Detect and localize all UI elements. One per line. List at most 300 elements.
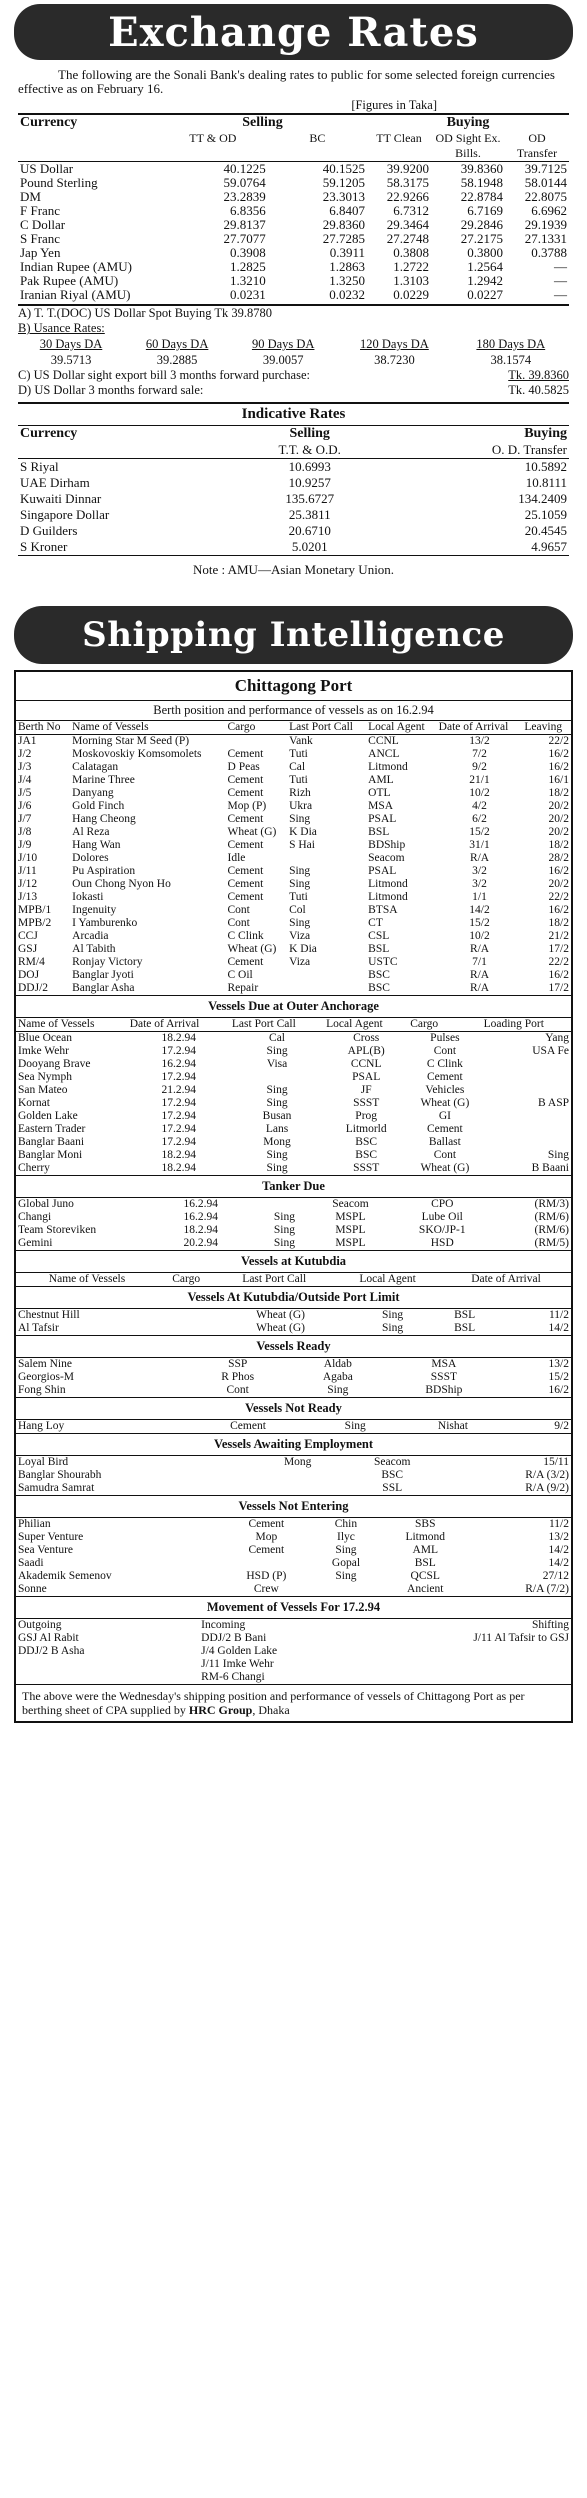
- not-entering-row: [16, 1583, 571, 1596]
- berth-row-cell: J/9: [18, 839, 32, 851]
- berth-row-cell: Viza: [289, 930, 311, 942]
- currency-row-cell: 29.8360: [322, 217, 365, 232]
- berth-row-cell: BDShip: [368, 839, 406, 851]
- berth-header: Cargo: [227, 721, 256, 733]
- awaiting-row-cell: R/A (9/2): [525, 1482, 569, 1494]
- currency-row-cell: 27.7285: [322, 231, 365, 246]
- usance-block: [18, 304, 569, 398]
- sub-bc: BC: [309, 131, 326, 145]
- not-entering-row: [16, 1544, 571, 1557]
- outer-row-cell: Banglar Moni: [18, 1149, 83, 1161]
- outer-row-cell: Imke Wehr: [18, 1045, 69, 1057]
- berth-row-cell: 28/2: [548, 852, 569, 864]
- not-ready-title: Vessels Not Ready: [16, 1397, 571, 1420]
- tanker-row-cell: (RM/6): [534, 1211, 569, 1223]
- berth-row-cell: J/12: [18, 878, 38, 890]
- berth-row: [16, 735, 571, 749]
- berth-row-cell: J/6: [18, 800, 32, 812]
- footer-text: The above were the Wednesday's shipping position and performance of vessels of Chittagong Port as per berthing sheet of CPA supplied by: [22, 1689, 525, 1717]
- currency-row-cell: 23.3013: [322, 189, 365, 204]
- tanker-title: Tanker Due: [16, 1175, 571, 1198]
- berth-row-cell: CSL: [368, 930, 390, 942]
- berth-row: [16, 813, 571, 826]
- currency-row-cell: 59.1205: [322, 175, 365, 190]
- ready-row: [16, 1371, 571, 1384]
- outer-row: [16, 1097, 571, 1110]
- berth-row-cell: Cement: [227, 878, 264, 890]
- indicative-row-cell: S Kroner: [20, 539, 68, 554]
- berth-row-cell: 3/2: [472, 865, 487, 877]
- exchange-rates-title: Exchange Rates: [108, 8, 479, 56]
- berth-row-cell: 22/2: [548, 735, 569, 747]
- berth-row-cell: Ronjay Victory: [72, 956, 143, 968]
- berth-row-cell: Marine Three: [72, 774, 135, 786]
- currency-row-cell: 0.0227: [467, 287, 503, 302]
- outer-row-cell: Golden Lake: [18, 1110, 78, 1122]
- kutubdia-outside-row-cell: BSL: [454, 1309, 476, 1321]
- currency-row-cell: Iranian Riyal (AMU): [20, 287, 131, 302]
- indicative-row-cell: 25.1059: [524, 507, 567, 522]
- berth-row-cell: Cont: [227, 904, 250, 916]
- ready-row-cell: MSA: [431, 1358, 457, 1370]
- berth-row: [16, 943, 571, 956]
- berth-row-cell: J/11: [18, 865, 37, 877]
- tanker-row-cell: Gemini: [18, 1237, 53, 1249]
- berth-row-cell: Oun Chong Nyon Ho: [72, 878, 171, 890]
- outer-row: [16, 1084, 571, 1097]
- berth-row-cell: BSL: [368, 826, 390, 838]
- currency-row-cell: 1.3210: [229, 273, 266, 288]
- outer-row-cell: [230, 1071, 324, 1084]
- outer-row-cell: Sing: [266, 1149, 288, 1161]
- berth-row-cell: GSJ: [18, 943, 38, 955]
- berth-row-cell: 16/2: [548, 748, 569, 760]
- berth-row-cell: 16/2: [548, 761, 569, 773]
- berth-row-cell: Ukra: [289, 800, 313, 812]
- berth-row-cell: Danyang: [72, 787, 114, 799]
- ready-row-cell: 13/2: [548, 1358, 569, 1370]
- outer-row-cell: 21.2.94: [161, 1084, 197, 1096]
- sub-tt-od: TT & OD: [189, 131, 237, 145]
- not-entering-row-cell: [312, 1583, 379, 1596]
- berth-row-cell: MPB/1: [18, 904, 52, 916]
- berth-row-cell: Col: [289, 904, 306, 916]
- ready-row-cell: R Phos: [221, 1371, 255, 1383]
- berth-row-cell: 20/2: [548, 813, 569, 825]
- berth-row-cell: 17/2: [548, 982, 569, 994]
- berth-header: Leaving: [524, 721, 563, 733]
- currency-row-cell: 29.2846: [460, 217, 503, 232]
- not-entering-row-cell: Sonne: [18, 1583, 47, 1595]
- not-entering-row-cell: Ancient: [407, 1583, 444, 1595]
- tanker-row-cell: Lube Oil: [421, 1211, 463, 1223]
- currency-row-cell: 6.8407: [329, 203, 365, 218]
- movement-incoming-item: RM-6 Changi: [201, 1671, 265, 1683]
- line-d-row: [18, 383, 569, 398]
- berth-row-cell: 16/2: [548, 904, 569, 916]
- awaiting-row-cell: [256, 1469, 339, 1482]
- currency-row-cell: 23.2839: [223, 189, 266, 204]
- berth-row-cell: Banglar Asha: [72, 982, 135, 994]
- indicative-row: [18, 459, 569, 476]
- ready-row-cell: Cont: [226, 1384, 249, 1396]
- outer-row: [16, 1149, 571, 1162]
- berth-row-cell: Idle: [227, 852, 246, 864]
- outer-row-cell: Prog: [355, 1110, 378, 1122]
- currency-row-cell: Pound Sterling: [20, 175, 98, 190]
- berth-row-cell: 15/2: [469, 826, 490, 838]
- awaiting-row-cell: R/A (3/2): [525, 1469, 569, 1481]
- not-entering-row-cell: Super Venture: [18, 1531, 84, 1543]
- not-entering-title: Vessels Not Entering: [16, 1495, 571, 1518]
- currency-row: [18, 288, 569, 302]
- outer-row-cell: Cherry: [18, 1162, 50, 1174]
- berth-row-cell: Calatagan: [72, 761, 119, 773]
- kutubdia-outside-row-cell: 11/2: [548, 1309, 569, 1321]
- currency-row: [18, 190, 569, 204]
- berth-row-cell: K Dia: [289, 826, 317, 838]
- currency-row: [18, 246, 569, 260]
- tanker-row-cell: Team Storeviken: [18, 1224, 97, 1236]
- ready-row-cell: Aldab: [323, 1358, 352, 1370]
- berth-row: [16, 774, 571, 787]
- berth-row: [16, 748, 571, 761]
- line-c: C) US Dollar sight export bill 3 months forward purchase:: [18, 368, 310, 382]
- not-entering-row-cell: Gopal: [331, 1557, 361, 1569]
- berth-row-cell: DDJ/2: [18, 982, 49, 994]
- kutubdia-header: Name of Vessels: [48, 1273, 126, 1285]
- not-ready-row-cell: 9/2: [554, 1420, 569, 1432]
- berth-row-cell: J/4: [18, 774, 32, 786]
- berth-row-cell: Hang Cheong: [72, 813, 136, 825]
- berth-row-cell: 10/2: [469, 787, 490, 799]
- not-entering-row-cell: [220, 1557, 312, 1570]
- berth-row: [16, 891, 571, 904]
- berth-row-cell: Cement: [227, 891, 264, 903]
- berth-row-cell: 21/1: [469, 774, 490, 786]
- berth-row-cell: Cement: [227, 787, 264, 799]
- berth-row-cell: I Yamburenko: [72, 917, 138, 929]
- berth-row-cell: C Oil: [227, 969, 253, 981]
- berth-row: [16, 761, 571, 774]
- berth-row-cell: CT: [368, 917, 383, 929]
- tanker-row-cell: (RM/6): [534, 1224, 569, 1236]
- outer-row-cell: GI: [438, 1110, 451, 1122]
- currency-row-cell: —: [554, 259, 567, 274]
- berth-row-cell: ANCL: [368, 748, 400, 760]
- indicative-row-cell: 10.6993: [288, 459, 331, 474]
- indicative-row-cell: D Guilders: [20, 523, 78, 538]
- outer-row: [16, 1123, 571, 1136]
- not-entering-row-cell: Chin: [334, 1518, 358, 1530]
- outer-row-cell: Lans: [265, 1123, 289, 1135]
- movement-shifting-head: Shifting: [531, 1619, 569, 1631]
- berth-header: Last Port Call: [289, 721, 353, 733]
- berth-table: [16, 720, 571, 995]
- indicative-row: [18, 523, 569, 539]
- tanker-row-cell: [259, 1198, 310, 1211]
- currency-row-cell: S Franc: [20, 231, 61, 246]
- outer-row-cell: [482, 1084, 571, 1097]
- ready-row-cell: SSP: [228, 1358, 248, 1370]
- berth-row-cell: Seacom: [368, 852, 405, 864]
- berth-row-cell: 20/2: [548, 800, 569, 812]
- outer-row-cell: Wheat (G): [420, 1162, 470, 1174]
- tanker-row-cell: 16.2.94: [183, 1211, 218, 1223]
- currency-row-cell: 39.7125: [524, 161, 567, 176]
- not-entering-row-cell: R/A (7/2): [525, 1583, 569, 1595]
- berth-row-cell: 20/2: [548, 878, 569, 890]
- berth-row-cell: 9/2: [472, 761, 487, 773]
- berth-row-cell: [287, 852, 366, 865]
- outer-row-cell: BSC: [355, 1136, 378, 1148]
- berth-row-cell: Cement: [227, 865, 264, 877]
- berth-row-cell: Al Tabith: [72, 943, 116, 955]
- berth-row-cell: Hang Wan: [72, 839, 121, 851]
- berth-row-cell: [287, 969, 366, 982]
- berth-row-cell: [226, 735, 288, 749]
- usance-label: 30 Days DA: [39, 337, 103, 351]
- kutubdia-header: Date of Arrival: [471, 1273, 541, 1285]
- awaiting-row-cell: [246, 1482, 257, 1495]
- awaiting-row-cell: [246, 1456, 257, 1469]
- usance-value: 38.1574: [490, 353, 532, 367]
- amu-note: Note : AMU—Asian Monetary Union.: [18, 555, 569, 586]
- ready-row-cell: SSST: [430, 1371, 457, 1383]
- indicative-row-cell: 10.5892: [524, 459, 567, 474]
- movement-outgoing: [16, 1632, 199, 1684]
- outer-row-cell: [482, 1058, 571, 1071]
- berth-row-cell: R/A: [469, 982, 490, 994]
- outer-row-cell: SSST: [353, 1162, 380, 1174]
- sub-od-transfer: OD Transfer: [516, 131, 558, 160]
- outer-row-cell: San Mateo: [18, 1084, 68, 1096]
- outer-row: [16, 1045, 571, 1058]
- berth-row-cell: Sing: [289, 813, 311, 825]
- berth-row-cell: J/8: [18, 826, 32, 838]
- berth-row-cell: 4/2: [472, 800, 487, 812]
- ind-col-buying: Buying: [524, 426, 567, 441]
- berth-row: [16, 800, 571, 813]
- not-entering-row-cell: 27/12: [542, 1570, 569, 1582]
- berth-header: Date of Arrival: [438, 721, 509, 733]
- outer-row-cell: 18.2.94: [161, 1162, 197, 1174]
- berth-row-cell: [287, 982, 366, 995]
- ready-row-cell: 15/2: [548, 1371, 569, 1383]
- outer-row-cell: BSC: [355, 1149, 378, 1161]
- outer-row-cell: SSST: [353, 1097, 380, 1109]
- tanker-row-cell: (RM/5): [534, 1237, 569, 1249]
- tanker-row-cell: MSPL: [335, 1224, 366, 1236]
- outer-row-cell: Cal: [269, 1032, 286, 1044]
- outer-row-cell: Cement: [426, 1071, 463, 1083]
- ind-sub-selling: T.T. & O.D.: [278, 442, 341, 457]
- outer-row-cell: CCNL: [350, 1058, 382, 1070]
- not-entering-row-cell: 14/2: [548, 1557, 569, 1569]
- berth-row: [16, 969, 571, 982]
- awaiting-title: Vessels Awaiting Employment: [16, 1433, 571, 1456]
- outer-row-cell: Sing: [266, 1097, 288, 1109]
- usance-value: 39.0057: [262, 353, 304, 367]
- col-buying: Buying: [446, 115, 490, 130]
- berth-row-cell: Repair: [227, 982, 259, 994]
- berth-row-cell: Cement: [227, 748, 264, 760]
- tanker-table: [16, 1198, 571, 1250]
- outer-row-cell: Vehicles: [425, 1084, 465, 1096]
- currency-row-cell: 1.2564: [467, 259, 503, 274]
- currency-row: [18, 204, 569, 218]
- awaiting-row-cell: Seacom: [374, 1456, 411, 1468]
- berth-row-cell: C Clink: [227, 930, 264, 942]
- berth-row-cell: Cont: [227, 917, 250, 929]
- not-entering-table: [16, 1518, 571, 1596]
- outer-row-cell: Wheat (G): [420, 1097, 470, 1109]
- currency-row-cell: Pak Rupee (AMU): [20, 273, 119, 288]
- movement-outgoing-item: GSJ Al Rabit: [18, 1632, 79, 1644]
- ready-row-cell: BDShip: [425, 1384, 463, 1396]
- berth-row-cell: BSL: [368, 943, 390, 955]
- currency-row-cell: 39.8360: [460, 161, 503, 176]
- berth-row-cell: DOJ: [18, 969, 40, 981]
- berth-row-cell: AML: [368, 774, 394, 786]
- berth-row-cell: PSAL: [368, 865, 397, 877]
- indicative-row-cell: S Riyal: [20, 459, 59, 474]
- not-entering-row-cell: Crew: [253, 1583, 279, 1595]
- currency-row: [18, 162, 569, 177]
- sub-tt-clean: TT Clean: [376, 131, 422, 145]
- shipping-title: Shipping Intelligence: [82, 615, 505, 655]
- outer-row-cell: Mong: [263, 1136, 291, 1148]
- awaiting-row-cell: BSC: [381, 1469, 404, 1481]
- col-currency: Currency: [20, 115, 78, 130]
- indicative-row-cell: 20.4545: [524, 523, 567, 538]
- berth-row: [16, 904, 571, 917]
- currency-row-cell: C Dollar: [20, 217, 66, 232]
- currency-row-cell: DM: [20, 189, 41, 204]
- outer-row: [16, 1162, 571, 1175]
- ready-table: [16, 1358, 571, 1397]
- currency-row-cell: F Franc: [20, 203, 61, 218]
- berth-row-cell: PSAL: [368, 813, 397, 825]
- movement-shifting: [388, 1632, 571, 1684]
- not-entering-row-cell: AML: [412, 1544, 439, 1556]
- usance-label: 60 Days DA: [145, 337, 209, 351]
- ready-row-cell: 16/2: [548, 1384, 569, 1396]
- exchange-rows: [18, 162, 569, 303]
- berth-row-cell: Cement: [227, 774, 264, 786]
- outer-table: [16, 1018, 571, 1175]
- berth-row-cell: Vank: [289, 735, 313, 747]
- awaiting-row-cell: Mong: [283, 1456, 312, 1468]
- not-ready-row-cell: Sing: [344, 1420, 366, 1432]
- outer-row-cell: Sing: [266, 1045, 288, 1057]
- outer-row-cell: 17.2.94: [161, 1136, 197, 1148]
- currency-row-cell: 0.3788: [531, 245, 567, 260]
- berth-row-cell: 22/2: [548, 891, 569, 903]
- currency-row-cell: —: [554, 273, 567, 288]
- berth-row-cell: Litmond: [368, 878, 408, 890]
- berth-row-cell: J/5: [18, 787, 32, 799]
- not-entering-row: [16, 1531, 571, 1544]
- outer-row-cell: Ballast: [428, 1136, 461, 1148]
- not-entering-row-cell: Mop: [255, 1531, 278, 1543]
- awaiting-row: [16, 1456, 571, 1469]
- berth-row-cell: Cement: [227, 813, 264, 825]
- usance-label: 180 Days DA: [476, 337, 546, 351]
- outer-row-cell: APL(B): [347, 1045, 385, 1057]
- berth-row-cell: 7/2: [472, 748, 487, 760]
- berth-row-cell: Morning Star M Seed (P): [72, 735, 190, 747]
- tanker-row-cell: SKO/JP-1: [418, 1224, 466, 1236]
- outer-row-cell: Busan: [262, 1110, 292, 1122]
- shipping-footer: [16, 1684, 571, 1721]
- kutubdia-outside-row-cell: Sing: [382, 1309, 404, 1321]
- currency-row-cell: 27.2748: [386, 231, 429, 246]
- line-c-value: Tk. 39.8360: [508, 368, 569, 382]
- outer-row-cell: Cont: [433, 1045, 457, 1057]
- not-ready-row-cell: Cement: [230, 1420, 266, 1432]
- currency-row: [18, 274, 569, 288]
- currency-row-cell: 1.2825: [229, 259, 266, 274]
- not-ready-table: [16, 1420, 571, 1433]
- berth-row-cell: USTC: [368, 956, 398, 968]
- awaiting-row: [16, 1469, 571, 1482]
- not-entering-row-cell: HSD (P): [246, 1570, 287, 1582]
- berth-row-cell: 6/2: [472, 813, 487, 825]
- tanker-row-cell: Seacom: [332, 1198, 369, 1210]
- tanker-row-cell: 20.2.94: [183, 1237, 218, 1249]
- ready-row-cell: Sing: [327, 1384, 349, 1396]
- tanker-row-cell: Global Juno: [18, 1198, 74, 1210]
- indicative-block: [18, 402, 569, 586]
- currency-row-cell: —: [554, 287, 567, 302]
- indicative-row: [18, 539, 569, 555]
- berth-subtitle: Berth position and performance of vessels as on 16.2.94: [153, 703, 434, 717]
- not-ready-row: [16, 1420, 571, 1433]
- not-entering-row-cell: 11/2: [548, 1518, 569, 1530]
- tanker-row: [16, 1211, 571, 1224]
- outer-row-cell: [482, 1071, 571, 1084]
- outer-row-cell: Pulses: [430, 1032, 460, 1044]
- not-entering-row-cell: Sing: [335, 1544, 357, 1556]
- usance-table: [18, 336, 569, 368]
- currency-row-cell: 40.1525: [322, 161, 365, 176]
- tanker-row-cell: Sing: [273, 1224, 295, 1236]
- berth-row-cell: R/A: [469, 943, 490, 955]
- outer-row-cell: Yang: [545, 1032, 569, 1044]
- currency-row: [18, 232, 569, 246]
- movement-outgoing-head: Outgoing: [18, 1619, 62, 1631]
- berth-row-cell: Al Reza: [72, 826, 110, 838]
- movement-incoming: [199, 1632, 388, 1684]
- outer-row-cell: Banglar Baani: [18, 1136, 85, 1148]
- outer-row-cell: Litmorld: [345, 1123, 387, 1135]
- kutubdia-outside-row-cell: Sing: [382, 1322, 404, 1334]
- awaiting-table: [16, 1456, 571, 1495]
- berth-row: [16, 787, 571, 800]
- outer-row-cell: Dooyang Brave: [18, 1058, 91, 1070]
- usance-label: 90 Days DA: [251, 337, 315, 351]
- outer-row-cell: B Baani: [531, 1162, 569, 1174]
- indicative-row-cell: Kuwaiti Dinnar: [20, 491, 102, 506]
- kutubdia-outside-row-cell: Al Tafsir: [18, 1322, 59, 1334]
- awaiting-row-cell: [256, 1482, 339, 1495]
- not-entering-row-cell: 14/2: [548, 1544, 569, 1556]
- usance-label: 120 Days DA: [360, 337, 429, 351]
- berth-row-cell: 1/1: [472, 891, 487, 903]
- berth-row-cell: Wheat (G): [227, 826, 277, 838]
- not-entering-row-cell: Philian: [18, 1518, 51, 1530]
